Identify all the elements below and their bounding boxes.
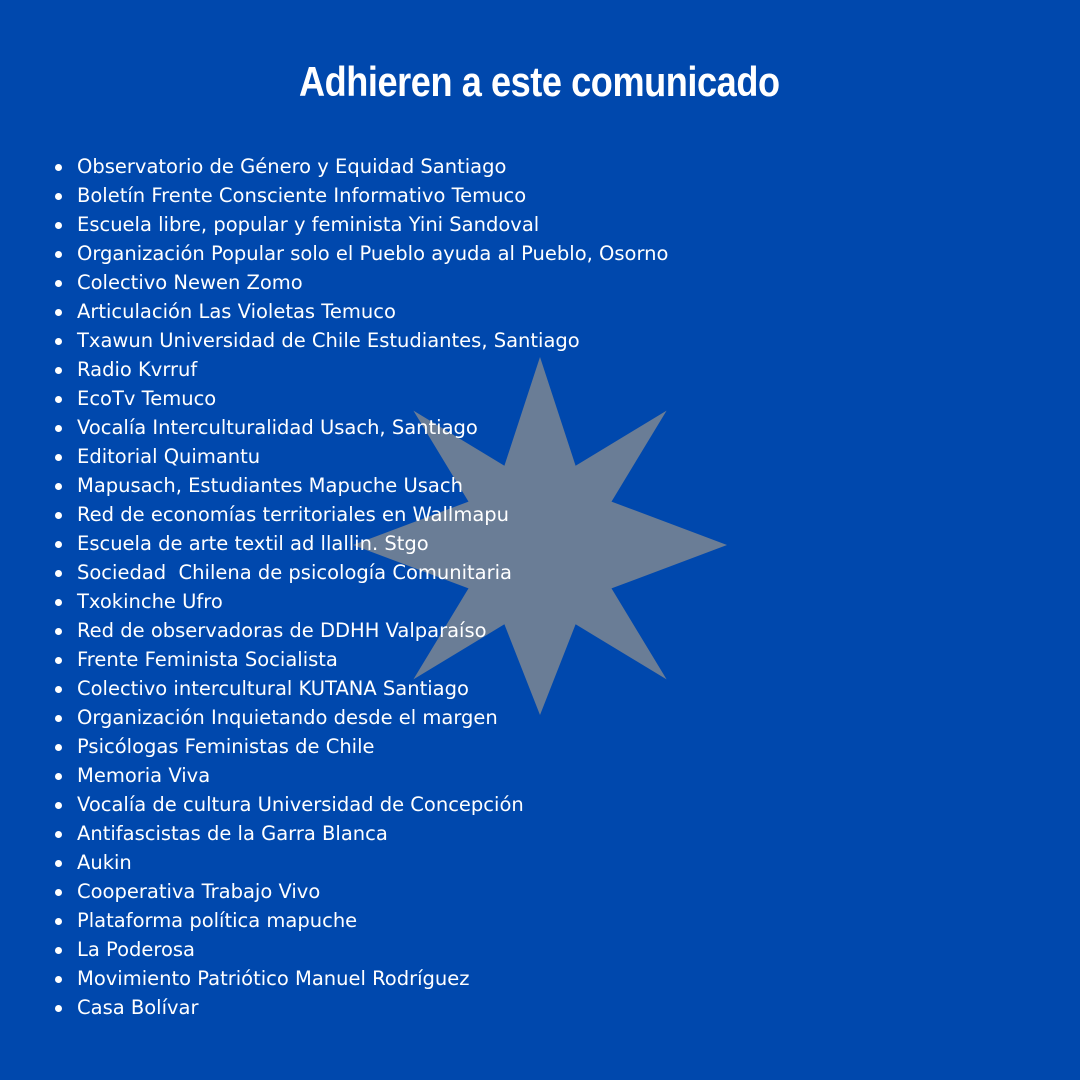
bullet-icon (55, 483, 62, 490)
list-item (52, 529, 668, 558)
list-item-label: Colectivo Newen Zomo (77, 271, 303, 294)
bullet-icon (55, 628, 62, 635)
list-item-label: Vocalía Interculturalidad Usach, Santiago (77, 416, 478, 439)
bullet-icon (55, 454, 62, 461)
list-item-label: Cooperativa Trabajo Vivo (77, 880, 321, 903)
bullet-icon (55, 744, 62, 751)
list-item (52, 268, 668, 297)
list-item-label: Boletín Frente Consciente Informativo Temuco (77, 184, 527, 207)
bullet-icon (55, 425, 62, 432)
adherents-list (52, 152, 668, 1022)
bullet-icon (55, 338, 62, 345)
bullet-icon (55, 251, 62, 258)
list-item (52, 442, 668, 471)
list-item-label: Escuela libre, popular y feminista Yini Sandoval (77, 213, 540, 236)
list-item-label: Organización Inquietando desde el margen (77, 706, 498, 729)
bullet-icon (55, 1005, 62, 1012)
list-item (52, 384, 668, 413)
bullet-icon (55, 715, 62, 722)
list-item (52, 587, 668, 616)
list-item (52, 471, 668, 500)
list-item (52, 152, 668, 181)
list-item-label: Memoria Viva (77, 764, 211, 787)
bullet-icon (55, 686, 62, 693)
list-item (52, 703, 668, 732)
list-item-label: Mapusach, Estudiantes Mapuche Usach (77, 474, 463, 497)
bullet-icon (55, 889, 62, 896)
bullet-icon (55, 164, 62, 171)
bullet-icon (55, 860, 62, 867)
bullet-icon (55, 193, 62, 200)
list-item (52, 645, 668, 674)
list-item-label: EcoTv Temuco (77, 387, 217, 410)
bullet-icon (55, 773, 62, 780)
list-item (52, 848, 668, 877)
bullet-icon (55, 570, 62, 577)
list-item-label: Red de economías territoriales en Wallmapu (77, 503, 510, 526)
bullet-icon (55, 918, 62, 925)
bullet-icon (55, 512, 62, 519)
list-item (52, 993, 668, 1022)
list-item-label: Txawun Universidad de Chile Estudiantes, Santiago (77, 329, 580, 352)
list-item-label: Sociedad Chilena de psicología Comunitaria (77, 561, 512, 584)
bullet-icon (55, 367, 62, 374)
bullet-icon (55, 831, 62, 838)
list-item (52, 297, 668, 326)
list-item (52, 239, 668, 268)
list-item (52, 181, 668, 210)
list-item-label: Radio Kvrruf (77, 358, 198, 381)
bullet-icon (55, 280, 62, 287)
list-item-label: Frente Feminista Socialista (77, 648, 338, 671)
list-item (52, 674, 668, 703)
list-item (52, 558, 668, 587)
list-item-label: Aukin (77, 851, 132, 874)
list-item (52, 935, 668, 964)
list-item (52, 877, 668, 906)
list-item-label: Vocalía de cultura Universidad de Concepción (77, 793, 524, 816)
list-item (52, 819, 668, 848)
list-item (52, 326, 668, 355)
list-item (52, 790, 668, 819)
page-title: Adhieren a este comunicado (298, 58, 780, 105)
list-item-label: Editorial Quimantu (77, 445, 261, 468)
list-item-label: Txokinche Ufro (77, 590, 223, 613)
list-item-label: Plataforma política mapuche (77, 909, 358, 932)
list-item-label: Observatorio de Género y Equidad Santiago (77, 155, 507, 178)
list-item-label: Colectivo intercultural KUTANA Santiago (77, 677, 469, 700)
bullet-icon (55, 222, 62, 229)
bullet-icon (55, 657, 62, 664)
list-item-label: Antifascistas de la Garra Blanca (77, 822, 388, 845)
bullet-icon (55, 976, 62, 983)
list-item (52, 500, 668, 529)
bullet-icon (55, 541, 62, 548)
list-item-label: Casa Bolívar (77, 996, 199, 1019)
list-item-label: Movimiento Patriótico Manuel Rodríguez (77, 967, 470, 990)
list-item (52, 355, 668, 384)
list-item-label: Organización Popular solo el Pueblo ayuda al Pueblo, Osorno (77, 242, 669, 265)
bullet-icon (55, 396, 62, 403)
list-item (52, 732, 668, 761)
list-item (52, 964, 668, 993)
list-item (52, 761, 668, 790)
list-item-label: Escuela de arte textil ad llallin. Stgo (77, 532, 429, 555)
list-item-label: La Poderosa (77, 938, 196, 961)
list-item (52, 906, 668, 935)
list-item-label: Psicólogas Feministas de Chile (77, 735, 375, 758)
bullet-icon (55, 599, 62, 606)
bullet-icon (55, 802, 62, 809)
list-item-label: Red de observadoras de DDHH Valparaíso (77, 619, 487, 642)
list-item (52, 616, 668, 645)
bullet-icon (55, 947, 62, 954)
list-item-label: Articulación Las Violetas Temuco (77, 300, 396, 323)
list-item (52, 210, 668, 239)
bullet-icon (55, 309, 62, 316)
list-item (52, 413, 668, 442)
